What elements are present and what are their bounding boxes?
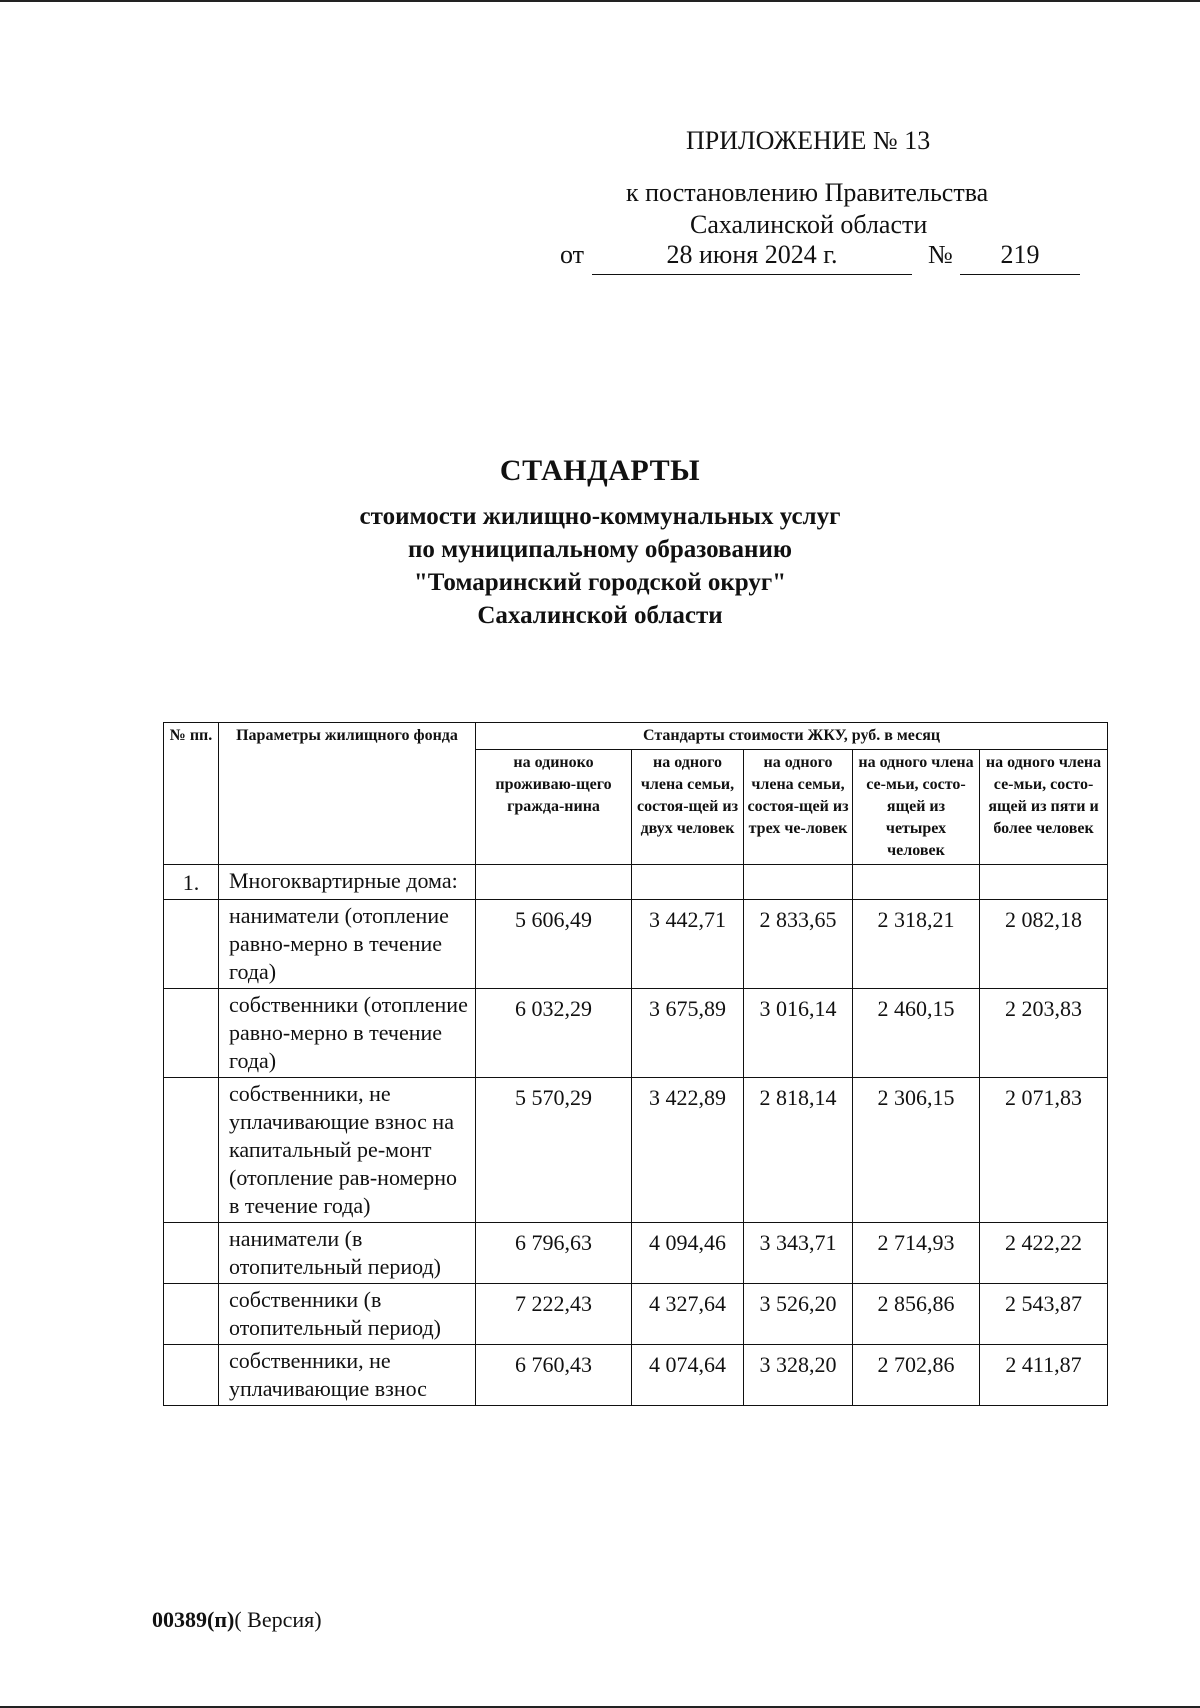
value-cell: 2 543,87 bbox=[980, 1284, 1108, 1345]
value-cell: 7 222,43 bbox=[476, 1284, 632, 1345]
empty-cell bbox=[164, 1284, 219, 1345]
document-code: 00389(п) bbox=[152, 1607, 235, 1632]
value-cell: 3 675,89 bbox=[632, 989, 744, 1078]
subtitle-line: стоимости жилищно-коммунальных услуг bbox=[359, 503, 841, 530]
table-row bbox=[164, 900, 1108, 989]
value-cell: 2 318,21 bbox=[853, 900, 980, 989]
empty-cell bbox=[164, 1078, 219, 1223]
value-cell: 2 203,83 bbox=[980, 989, 1108, 1078]
header-row-1 bbox=[164, 723, 1108, 750]
header-params: Параметры жилищного фонда bbox=[219, 723, 476, 865]
empty-cell bbox=[164, 1223, 219, 1284]
section-row bbox=[164, 865, 1108, 900]
header-group: Стандарты стоимости ЖКУ, руб. в месяц bbox=[476, 723, 1108, 750]
header-col: на одного члена семьи, состоя-щей из двух человек bbox=[632, 750, 744, 865]
row-label: Многоквартирные дома: bbox=[219, 865, 476, 900]
header-col: на одного члена се-мьи, состо-ящей из пяти и более человек bbox=[980, 750, 1108, 865]
value-cell: 2 082,18 bbox=[980, 900, 1108, 989]
value-cell: 2 411,87 bbox=[980, 1345, 1108, 1406]
resolution-date-row bbox=[560, 240, 1080, 276]
value-cell: 2 856,86 bbox=[853, 1284, 980, 1345]
empty-cell bbox=[853, 865, 980, 900]
document-version: ( Версия) bbox=[234, 1607, 322, 1632]
subtitle-line: "Томаринский городской округ" bbox=[413, 569, 787, 596]
value-cell: 3 526,20 bbox=[744, 1284, 853, 1345]
table-row bbox=[164, 1284, 1108, 1345]
from-label: от bbox=[560, 240, 585, 269]
resolution-number: 219 bbox=[960, 240, 1080, 275]
value-cell: 3 343,71 bbox=[744, 1223, 853, 1284]
value-cell: 3 328,20 bbox=[744, 1345, 853, 1406]
row-label: собственники (отопление равно-мерно в течение года) bbox=[219, 989, 476, 1078]
top-scan-edge bbox=[0, 0, 1200, 2]
row-label: собственники (в отопительный период) bbox=[219, 1284, 476, 1345]
empty-cell bbox=[164, 900, 219, 989]
row-label: наниматели (в отопительный период) bbox=[219, 1223, 476, 1284]
value-cell: 6 032,29 bbox=[476, 989, 632, 1078]
empty-cell bbox=[632, 865, 744, 900]
value-cell: 2 422,22 bbox=[980, 1223, 1108, 1284]
value-cell: 2 702,86 bbox=[853, 1345, 980, 1406]
value-cell: 3 016,14 bbox=[744, 989, 853, 1078]
value-cell: 4 074,64 bbox=[632, 1345, 744, 1406]
empty-cell bbox=[164, 1345, 219, 1406]
table-row bbox=[164, 1345, 1108, 1406]
empty-cell bbox=[164, 989, 219, 1078]
value-cell: 4 327,64 bbox=[632, 1284, 744, 1345]
header-col: на одного члена семьи, состоя-щей из трех че-ловек bbox=[744, 750, 853, 865]
empty-cell bbox=[980, 865, 1108, 900]
value-cell: 2 306,15 bbox=[853, 1078, 980, 1223]
subtitle-line: по муниципальному образованию bbox=[408, 536, 792, 563]
table-row bbox=[164, 1223, 1108, 1284]
value-cell: 3 422,89 bbox=[632, 1078, 744, 1223]
subtitle-line: Сахалинской области bbox=[477, 602, 723, 629]
value-cell: 2 818,14 bbox=[744, 1078, 853, 1223]
empty-cell bbox=[476, 865, 632, 900]
value-cell: 3 442,71 bbox=[632, 900, 744, 989]
value-cell: 6 796,63 bbox=[476, 1223, 632, 1284]
table-row bbox=[164, 1078, 1108, 1223]
number-label: № bbox=[928, 240, 953, 269]
document-title: СТАНДАРТЫ bbox=[499, 454, 701, 487]
appendix-title: ПРИЛОЖЕНИЕ № 13 bbox=[686, 126, 931, 155]
appendix-line1: к постановлению Правительства bbox=[626, 178, 989, 207]
empty-cell bbox=[744, 865, 853, 900]
value-cell: 5 570,29 bbox=[476, 1078, 632, 1223]
value-cell: 2 071,83 bbox=[980, 1078, 1108, 1223]
row-label: наниматели (отопление равно-мерно в течение года) bbox=[219, 900, 476, 989]
value-cell: 2 833,65 bbox=[744, 900, 853, 989]
header-num: № пп. bbox=[164, 723, 219, 865]
document-subtitle bbox=[0, 500, 1200, 632]
value-cell: 4 094,46 bbox=[632, 1223, 744, 1284]
footer-code bbox=[152, 1607, 322, 1633]
row-number: 1. bbox=[164, 865, 219, 900]
header-col: на одного члена се-мьи, состо-ящей из четырех человек bbox=[853, 750, 980, 865]
resolution-date: 28 июня 2024 г. bbox=[592, 240, 912, 275]
value-cell: 5 606,49 bbox=[476, 900, 632, 989]
row-label: собственники, не уплачивающие взнос на капитальный ре-монт (отопление рав-номерно в течение года) bbox=[219, 1078, 476, 1223]
table-row bbox=[164, 989, 1108, 1078]
row-label: собственники, не уплачивающие взнос bbox=[219, 1345, 476, 1406]
value-cell: 2 714,93 bbox=[853, 1223, 980, 1284]
standards-table bbox=[163, 722, 1108, 1406]
appendix-line2: Сахалинской области bbox=[690, 210, 928, 239]
value-cell: 6 760,43 bbox=[476, 1345, 632, 1406]
value-cell: 2 460,15 bbox=[853, 989, 980, 1078]
header-col: на одиноко проживаю-щего гражда-нина bbox=[476, 750, 632, 865]
